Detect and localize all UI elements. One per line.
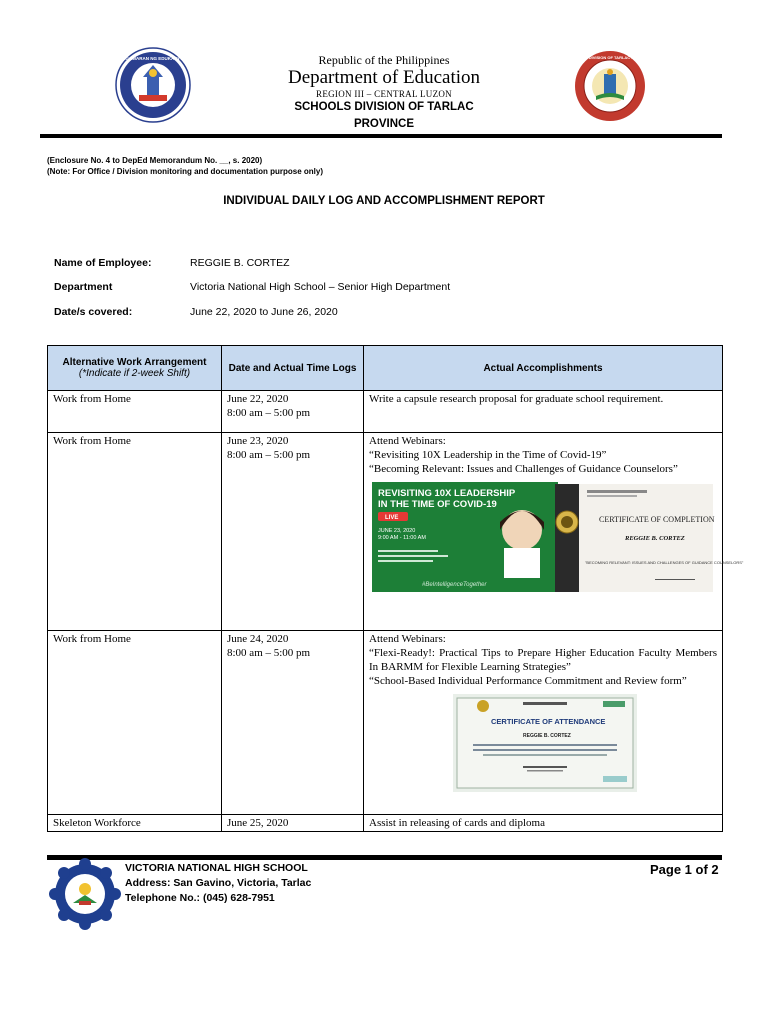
division-line-2: PROVINCE (353, 118, 415, 130)
webinar-poster-image (372, 482, 558, 592)
header-arrangement-label: Alternative Work Arrangement (62, 357, 207, 368)
footer-telephone: Telephone No.: (045) 628-7951 (125, 892, 275, 904)
header-arrangement-note: (*Indicate if 2-week Shift) (78, 368, 191, 379)
header-accomplishments: Actual Accomplishments (364, 346, 723, 391)
accomplishment-table (47, 345, 744, 832)
enclosure-line-1: (Enclosure No. 4 to DepEd Memorandum No. __, s. 2020) (47, 156, 263, 165)
webinar-heading: Attend Webinars: (369, 435, 446, 447)
footer-address: Address: San Gavino, Victoria, Tarlac (125, 877, 312, 889)
dates-value: June 22, 2020 to June 26, 2020 (190, 306, 338, 318)
department-title: Department of Education (287, 67, 481, 88)
table-header-row (48, 346, 723, 391)
enclosure-note (47, 155, 323, 177)
table-row (48, 433, 723, 631)
webinar-title: “Becoming Relevant: Issues and Challenges of Guidance Counselors” (369, 463, 678, 475)
accomplishment-cell: Assist in releasing of cards and diploma (364, 815, 723, 832)
poster-time: 9:00 AM - 11:00 AM (378, 535, 426, 541)
school-seal-logo (49, 861, 121, 927)
header-arrangement (48, 346, 222, 391)
employee-name-value: REGGIE B. CORTEZ (190, 257, 290, 269)
webinar-heading: Attend Webinars: (369, 633, 446, 645)
footer-rule (47, 855, 722, 860)
table-row (48, 391, 723, 433)
page-number: Page 1 of 2 (650, 862, 719, 877)
department-label: Department (54, 281, 113, 293)
date-text: June 24, 2020 (227, 633, 289, 645)
department-value: Victoria National High School – Senior High Department (190, 281, 451, 293)
arrangement-cell: Skeleton Workforce (48, 815, 222, 832)
accomplishment-cell: Write a capsule research proposal for graduate school requirement. (364, 391, 723, 433)
cert-recipient: REGGIE B. CORTEZ (625, 535, 685, 542)
poster-date: JUNE 23, 2020 (378, 528, 416, 534)
webinar-title: “School-Based Individual Performance Commitment and Review form” (369, 675, 687, 687)
attendance-recipient: REGGIE B. CORTEZ (523, 733, 571, 739)
table-row (48, 815, 723, 832)
date-text: June 22, 2020 (227, 393, 289, 405)
accomplishment-cell (364, 433, 744, 631)
time-text: 8:00 am – 5:00 pm (227, 449, 311, 461)
poster-hashtag: #BeIntelligenceTogether (422, 582, 487, 588)
webinar-title: “Flexi-Ready!: Practical Tips to Prepare Higher Education Faculty Members In BARMM for Flexible Learning Strategies” (369, 647, 717, 673)
header-date: Date and Actual Time Logs (222, 346, 364, 391)
table-row (48, 631, 723, 815)
report-title: INDIVIDUAL DAILY LOG AND ACCOMPLISHMENT REPORT (223, 195, 545, 207)
certificate-attendance-image (453, 694, 637, 792)
arrangement-cell: Work from Home (48, 631, 222, 815)
deped-seal-text: KAGAWARAN NG EDUKASYON (118, 56, 188, 61)
region-line: REGION III – CENTRAL LUZON (316, 89, 452, 99)
footer-school-name: VICTORIA NATIONAL HIGH SCHOOL (125, 862, 308, 874)
employee-name-label: Name of Employee: (54, 257, 152, 269)
time-text: 8:00 am – 5:00 pm (227, 647, 311, 659)
live-badge-text: LIVE (385, 515, 399, 521)
poster-title-1: REVISITING 10X LEADERSHIP (378, 488, 516, 499)
header-rule (40, 134, 722, 138)
arrangement-cell: Work from Home (48, 391, 222, 433)
poster-title-2: IN THE TIME OF COVID-19 (378, 499, 497, 510)
division-seal-text: SCHOOLS DIVISION OF TARLAC PROVINCE (567, 55, 653, 60)
certificate-completion-image (555, 484, 744, 592)
enclosure-line-2: (Note: For Office / Division monitoring and documentation purpose only) (47, 167, 323, 176)
republic-line: Republic of the Philippines (318, 53, 450, 67)
cert-topic: "BECOMING RELEVANT: ISSUES AND CHALLENGES OF GUIDANCE COUNSELORS" (585, 560, 744, 565)
arrangement-cell: Work from Home (48, 433, 222, 631)
date-cell (222, 391, 364, 433)
date-cell: June 25, 2020 (222, 815, 364, 832)
accomplishment-cell (364, 631, 723, 815)
date-cell (222, 631, 364, 815)
webinar-title: “Revisiting 10X Leadership in the Time of Covid-19” (369, 449, 607, 461)
date-text: June 23, 2020 (227, 435, 289, 447)
division-seal-logo (567, 50, 653, 122)
attendance-title: CERTIFICATE OF ATTENDANCE (491, 717, 606, 726)
time-text: 8:00 am – 5:00 pm (227, 407, 311, 419)
dates-label: Date/s covered: (54, 306, 133, 318)
division-line-1: SCHOOLS DIVISION OF TARLAC (294, 101, 474, 113)
cert-title: CERTIFICATE OF COMPLETION (599, 515, 715, 524)
date-cell (222, 433, 364, 631)
